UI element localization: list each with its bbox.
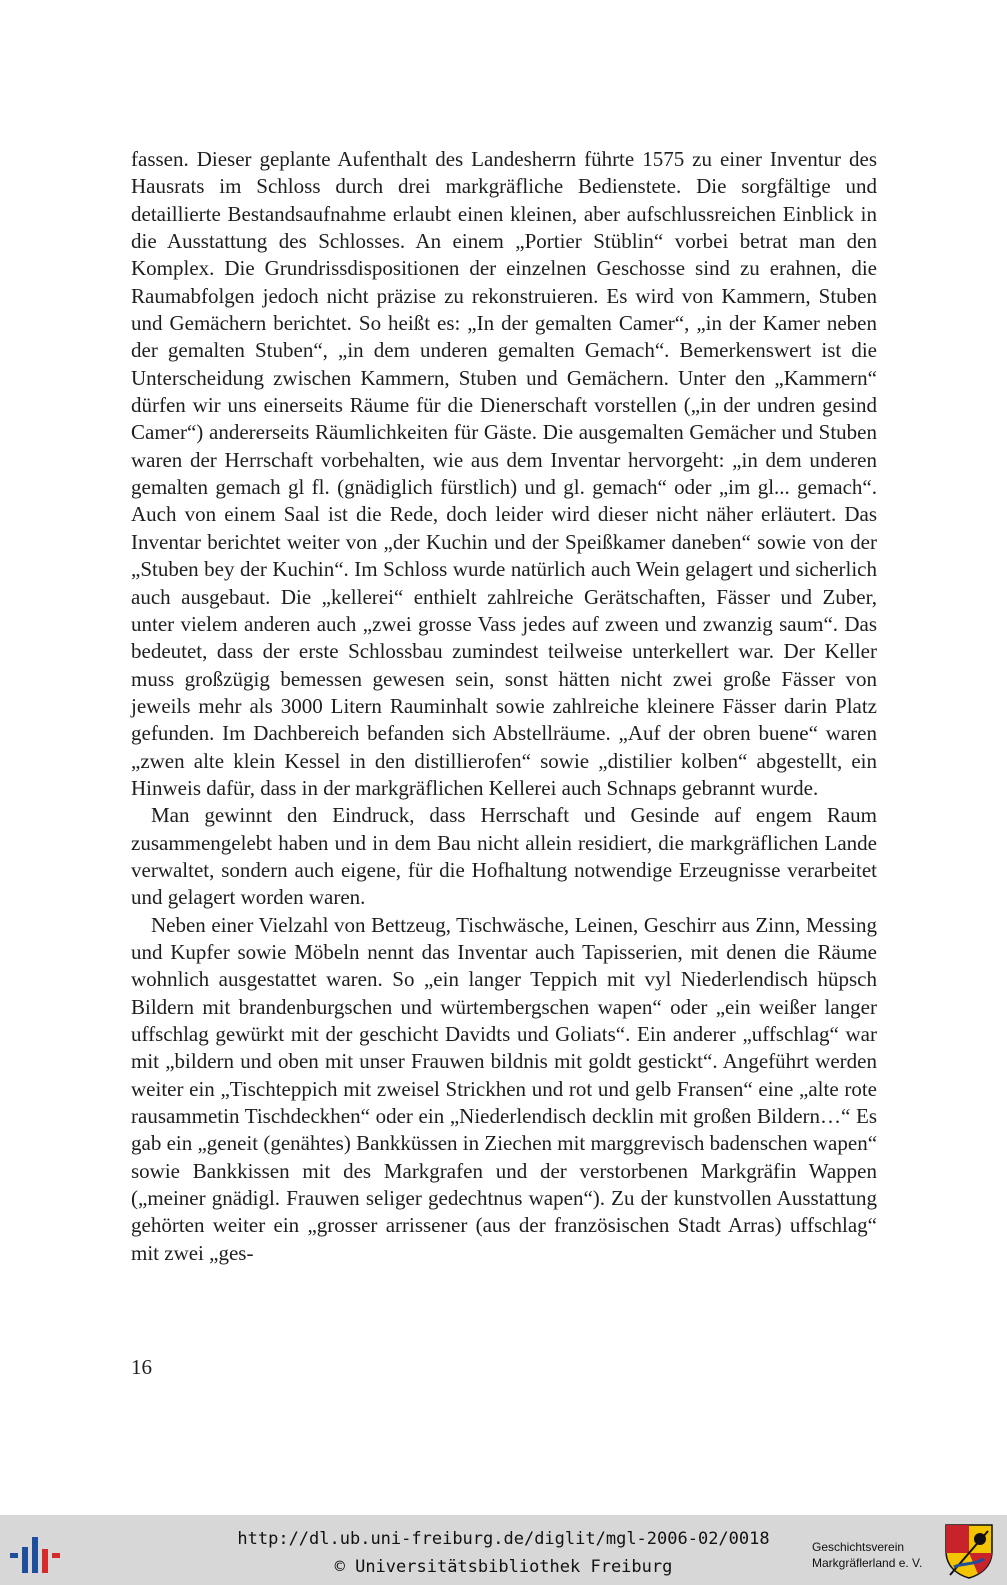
copyright-notice: © Universitätsbibliothek Freiburg — [334, 1557, 673, 1577]
coat-of-arms-icon — [944, 1523, 994, 1579]
society-name — [812, 1539, 922, 1571]
paragraph-1: fassen. Dieser geplante Aufenthalt des Landesherrn führte 1575 zu einer Inventur des Hausrats im Schloss durch drei markgräfliche Bedienstete. Die sorgfältige und detaillierte Bestandsaufnahme erlaubt einen kleinen, aber aufschlussreichen Einblick in die Ausstattung des Schlosses. An einem „Portier Stüblin“ vorbei betrat man den Komplex. Die Grundrissdispositionen der einzelnen Geschosse sind zu erahnen, die Raumabfolgen jedoch nicht präzise zu rekonstruieren. Es wird von Kammern, Stuben und Gemächern berichtet. So heißt es: „In der gemalten Camer“, „in der Kamer neben der gemalten Stuben“, „in dem underen gemalten Gemach“. Bemerkenswert ist die Unterscheidung zwischen Kammern, Stuben und Gemächern. Unter den „Kammern“ dürfen wir uns einerseits Räume für die Dienerschaft vorstellen („in der undren gesind Camer“) andererseits Räumlichkeiten für Gäste. Die ausgemalten Gemächer und Stuben waren der Herrschaft vorbehalten, wie aus dem Inventar hervorgeht: „in dem underen gemalten gemach gl fl. (gnädiglich fürstlich) und gl. gemach“ oder „im gl... gemach“. Auch von einem Saal ist die Rede, doch leider wird dieser nicht näher erläutert. Das Inventar berichtet weiter von „der Kuchin und der Speißkamer daneben“ sowie von der „Stuben bey der Kuchin“. Im Schloss wurde natürlich auch Wein gelagert und sicherlich auch ausgebaut. Die „kellerei“ enthielt zahlreiche Gerätschaften, Fässer und Zuber, unter vielem anderen auch „zwei grosse Vass jedes auf zween und zwanzig saum“. Das bedeutet, dass der erste Schlossbau zumindest teilweise unterkellert war. Der Keller muss großzügig bemessen gewesen sein, sonst hätten nicht zwei große Fässer von jeweils mehr als 3000 Litern Rauminhalt sowie zahlreiche kleinere Fässer darin Platz gefunden. Im Dachbereich befanden sich Abstellräume. „Auf der obren buene“ waren „zwen alte klein Kessel in den distillierofen“ sowie „distilier kolben“ abgestellt, ein Hinweis dafür, dass in der markgräflichen Kellerei auch Schnaps gebrannt wurde. — [131, 147, 877, 800]
document-url[interactable]: http://dl.ub.uni-freiburg.de/diglit/mgl-2006-02/0018 — [237, 1529, 770, 1549]
paragraph-2: Man gewinnt den Eindruck, dass Herrschaft und Gesinde auf engem Raum zusammengelebt haben und in dem Bau nicht allein residiert, die markgräflichen Lande verwaltet, sondern auch eigene, für die Hofhaltung notwendige Erzeugnisse verarbeitet und gelagert worden waren. — [131, 803, 877, 910]
body-text — [131, 146, 877, 1267]
society-name-line-1: Geschichtsverein — [812, 1540, 905, 1554]
society-name-line-2: Markgräflerland e. V. — [812, 1556, 923, 1570]
page-number: 16 — [131, 1355, 152, 1379]
paragraph-3: Neben einer Vielzahl von Bettzeug, Tischwäsche, Leinen, Geschirr aus Zinn, Messing und Kupfer sowie Möbeln nennt das Inventar auch Tapisserien, mit denen die Räume wohnlich ausgestattet waren. So „ein langer Teppich mit vyl Niederlendisch hüpsch Bildern mit brandenburgschen und würtembergschen wapen“ oder „ein weißer langer uffschlag gewürkt mit der geschicht Davidts und Goliats“. Ein anderer „uffschlag“ war mit „bildern und oben mit unser Frauwen bildnis mit goldt gestickt“. Angeführt werden weiter ein „Tischteppich mit zweisel Strickhen und rot und gelb Fransen“ eine „alte rote rausammetin Tischdeckhen“ oder ein „Niederlendisch decklin mit großen Bildern…“ Es gab ein „geneit (genähtes) Bankküssen in Ziechen mit marggrevisch badenschen wapen“ sowie Bankkissen mit des Markgrafen und der verstorbenen Markgräfin Wappen („meiner gnädigl. Frauwen seliger gedechtnus wapen“). Zu der kunstvollen Ausstattung gehörten weiter ein „grosser arrissener (aus der französischen Stadt Arras) uffschlag“ mit zwei „ges- — [131, 912, 878, 1265]
library-footer — [0, 1515, 1007, 1585]
